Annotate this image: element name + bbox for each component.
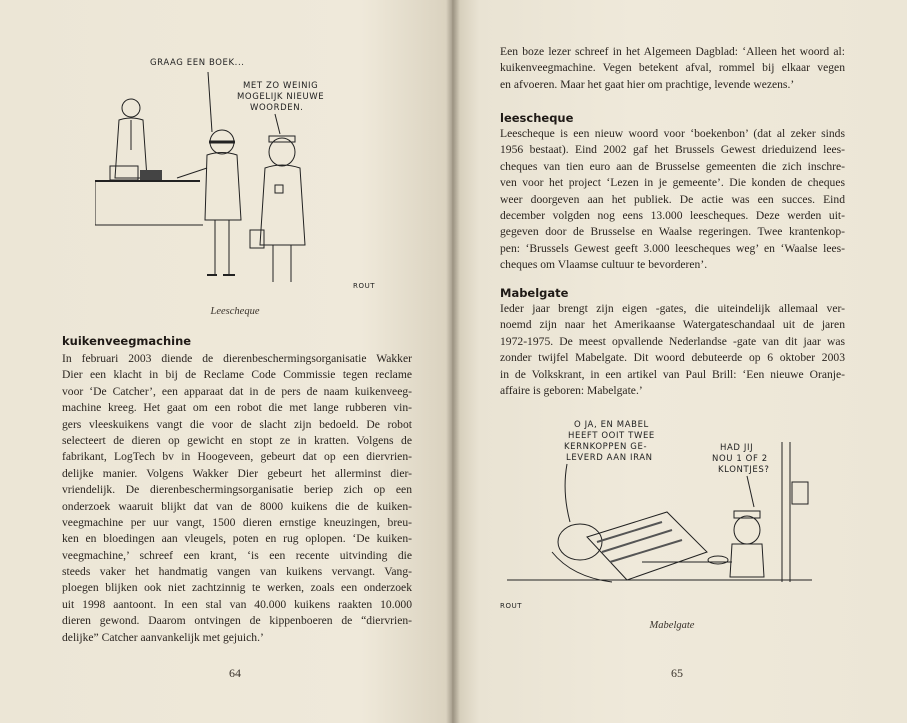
- left-page: [0, 0, 452, 723]
- text-line: pen: ‘Brussels Gewest geeft 3.000 leescheques weg’ en ‘Waalse lees-: [500, 241, 845, 255]
- text-line: ven voor het project ‘Lezen in je gemeente’. Die konden de cheques: [500, 176, 845, 190]
- text-line: machine kreeg. Het gaat om een robot die met lange rubberen vin-: [62, 401, 412, 415]
- cartoon-bubble-2-line-3: WOORDEN.: [250, 103, 304, 113]
- text-line: delijke” Catcher aanvankelijk met gejuich.’: [62, 630, 264, 644]
- text-line: fabrikant, LogTech bv in Hoogeveen, gebeurt dat op een diervrien-: [62, 450, 412, 464]
- text-line: en afvoeren. Maar het gaat hier om prachtige, levende wezens.’: [500, 77, 795, 91]
- cartoon-signature: ROUT: [500, 602, 523, 610]
- text-line: veegmachine,’ schreef een krant, ‘is een recente uitvinding die: [62, 548, 412, 562]
- text-line: gers vleeskuikens vangt die voor de slacht zijn bedoeld. De robot: [62, 417, 412, 431]
- text-line: kuikenveegmachine. Vegen betekent afval, rommel bij elkaar vegen: [500, 61, 845, 75]
- text-line: Ieder jaar brengt zijn eigen -gates, die uiteindelijk allemaal ver-: [500, 302, 845, 315]
- cartoon-bubble-1-line-4: LEVERD AAN IRAN: [566, 453, 653, 463]
- text-line: in de Volkskrant, in een artikel van Paul Brill: ‘Een nieuwe Oranje-: [500, 367, 845, 381]
- heading-kuikenveegmachine: kuikenveegmachine: [62, 334, 192, 348]
- paragraph-mabelgate: [500, 301, 845, 399]
- cartoon-bubble-2-line-1: HAD JIJ: [720, 443, 754, 453]
- text-line: ken en bloedingen aan vleugels, poten en rug oplopen. ‘De kuiken-: [62, 532, 412, 546]
- text-line: uit 1998 aantoont. In een stal van 40.000 kuikens raakten 10.000: [62, 597, 412, 611]
- page-number-left: 64: [229, 666, 241, 680]
- text-line: 1972-1975. De meest opvallende Nederlandse -gate van dit jaar was: [500, 334, 845, 348]
- cartoon-bubble-2-line-2: NOU 1 OF 2: [712, 454, 768, 464]
- text-line: gegeven door de Brusselse en Waalse regeringen. Twee krantenkop-: [500, 225, 845, 239]
- page-number-right: 65: [671, 666, 683, 680]
- mabelgate-illustration: [492, 412, 832, 617]
- leescheque-illustration: [95, 50, 385, 300]
- cartoon-bubble-2-line-3: KLONTJES?: [718, 465, 770, 475]
- cartoon-bubble-1-line-1: O JA, EN MABEL: [574, 420, 649, 430]
- text-line: Een boze lezer schreef in het Algemeen Dagblad: ‘Alleen het woord al:: [500, 45, 845, 58]
- mabelgate-cartoon: [492, 412, 832, 617]
- paragraph-intro: [500, 44, 845, 93]
- text-line: In februari 2003 diende de dierenbeschermingsorganisatie Wakker: [62, 352, 412, 365]
- text-line: december volgden nog eens 13.000 leescheques. Deze werden uit-: [500, 208, 845, 222]
- text-line: onderzoek waaruit blijkt dat van de 8000 kuikens die de kuiken-: [62, 499, 412, 513]
- text-line: cheques om Vlaamse cultuur te bevorderen’.: [500, 258, 708, 272]
- caption-mabelgate: Mabelgate: [649, 620, 695, 631]
- text-line: steeds vaker het handmatig vangen van kuikens vervangt. Vang-: [62, 565, 412, 579]
- leescheque-cartoon: [95, 50, 385, 300]
- text-line: veegmachine per uur vangt, 1500 dieren ernstige kneuzingen, breu-: [62, 515, 412, 529]
- paragraph-leescheque: [500, 126, 845, 274]
- cartoon-signature: ROUT: [353, 282, 376, 290]
- text-line: noemd zijn naar het Amerikaanse Watergateschandaal uit de jaren: [500, 318, 845, 332]
- caption-leescheque: Leescheque: [210, 306, 260, 317]
- text-line: cheques van tien euro aan de Brusselse gemeenten die zich inschre-: [500, 159, 845, 173]
- cartoon-bubble-2-line-2: MOGELIJK NIEUWE: [237, 92, 325, 102]
- cartoon-bubble-1-line-2: HEEFT OOIT TWEE: [568, 431, 655, 441]
- text-line: selecteert de dieren op gewicht en stopt ze in kratten. Volgens de: [62, 433, 412, 447]
- text-line: voor ‘De Catcher’, een apparaat dat in de pers de naam kuikenveeg-: [62, 384, 412, 398]
- right-page: [452, 0, 907, 723]
- text-line: Leescheque is een nieuw woord voor ‘boekenbon’ (dat al zeker sinds: [500, 127, 845, 140]
- cartoon-bubble-2-line-1: MET ZO WEINIG: [243, 81, 319, 91]
- text-line: affaire is geboren: Mabelgate.’: [500, 383, 643, 397]
- book-gutter: [446, 0, 460, 723]
- heading-mabelgate: Mabelgate: [500, 286, 569, 300]
- cartoon-bubble-1: GRAAG EEN BOEK...: [150, 58, 245, 68]
- text-line: Dier een klacht in bij de Reclame Code Commissie tegen reclame: [62, 368, 412, 382]
- heading-leescheque: leescheque: [500, 111, 574, 125]
- text-line: delijke manier. Volgens Wakker Dier gebeurt het allerminst dier-: [62, 466, 412, 480]
- text-line: weer doorgeven aan het publiek. De actie was een succes. Eind: [500, 192, 845, 206]
- cartoon-bubble-1-line-3: KERNKOPPEN GE-: [564, 442, 648, 452]
- text-line: dieren gewond. Daarom ontvingen de kippenboeren de “diervrien-: [62, 614, 412, 628]
- text-line: vriendelijk. De dierenbeschermingsorganisatie beriep zich op een: [62, 483, 412, 497]
- text-line: zonder twijfel Mabelgate. Dit woord debuteerde op 6 oktober 2003: [500, 351, 845, 365]
- text-line: ploegen blijken ook niet zachtzinnig te werken, zoals een onderzoek: [62, 581, 412, 595]
- paragraph-kuikenveegmachine: [62, 351, 412, 646]
- text-line: 1956 bestaat). Eind 2002 gaf het Brussels Gewest drieduizend lees-: [500, 143, 845, 157]
